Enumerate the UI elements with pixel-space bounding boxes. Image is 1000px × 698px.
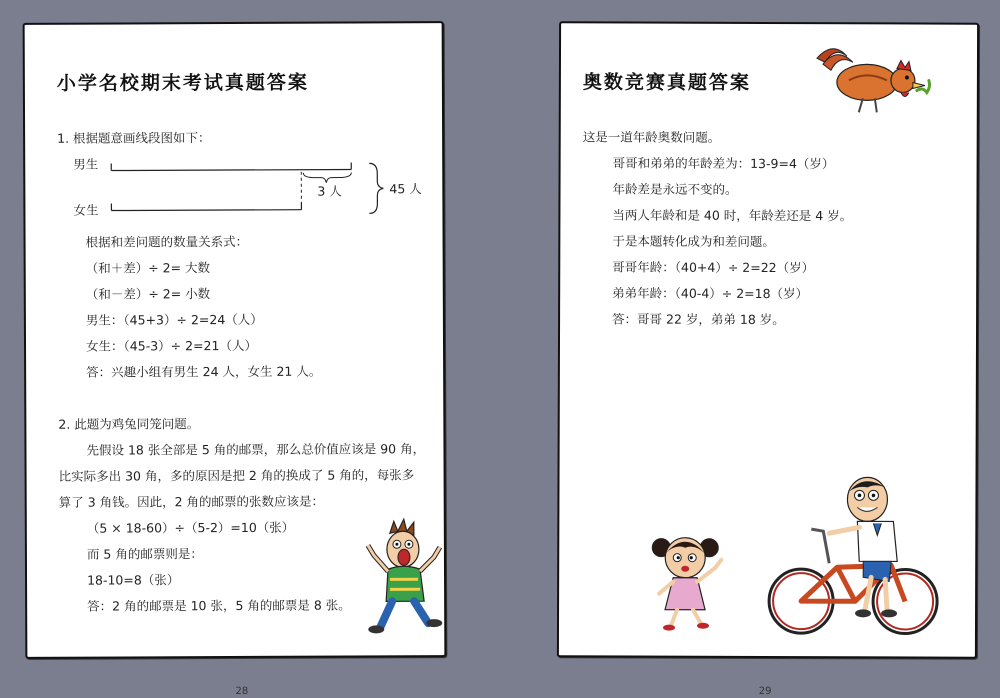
q2-line-1: （5 × 18-60）÷（5-2）=10（张） [87, 518, 295, 537]
right-line-6: 弟弟年龄：（40-4）÷ 2=18（岁） [612, 283, 808, 302]
q1-line-5: 女生：（45-3）÷ 2=21（人） [86, 336, 257, 355]
right-page-number: 29 [759, 686, 772, 697]
q2-para-line-2: 比实际多出 30 角，多的原因是把 2 角的换成了 5 角的，每张多 [59, 465, 415, 485]
right-line-3: 当两人年龄和是 40 时，年龄差还是 4 岁。 [612, 205, 852, 224]
right-line-2: 年龄差是永远不变的。 [612, 179, 737, 197]
left-page-number: 28 [236, 686, 249, 697]
q2-heading: 2. 此题为鸡兔同笼问题。 [58, 414, 199, 433]
q1-heading: 1. 根据题意画线段图如下： [57, 128, 210, 147]
right-line-7: 答：哥哥 22 岁，弟弟 18 岁。 [612, 309, 785, 328]
right-intro: 这是一道年龄奥数问题。 [583, 127, 721, 145]
cartoon-boy-illustration [362, 519, 453, 639]
left-page [23, 21, 447, 659]
diagram-boys-label: 男生 [73, 155, 98, 173]
diagram-total-label: 45 人 [389, 179, 421, 197]
q2-line-3: 18-10=8（张） [87, 570, 179, 588]
q2-para-line-3: 算了 3 角钱。因此，2 角的邮票的张数应该是： [59, 492, 324, 511]
q1-line-3: （和－差）÷ 2= 小数 [86, 284, 210, 303]
q1-line-4: 男生：（45+3）÷ 2=24（人） [86, 310, 263, 329]
q2-para-line-1: 先假设 18 张全部是 5 角的邮票，那么总价值应该是 90 角， [86, 439, 425, 458]
q2-line-2: 而 5 角的邮票则是： [87, 544, 203, 563]
cartoon-girl-illustration [645, 524, 735, 634]
q1-line-6: 答：兴趣小组有男生 24 人，女生 21 人。 [86, 362, 321, 381]
right-line-5: 哥哥年龄：（40+4）÷ 2=22（岁） [612, 257, 814, 276]
diagram-diff-label: 3 人 [317, 182, 342, 200]
right-line-4: 于是本题转化成为和差问题。 [612, 231, 775, 250]
q1-line-2: （和＋差）÷ 2= 大数 [86, 258, 210, 277]
q1-line-1: 根据和差问题的数量关系式： [86, 232, 249, 251]
right-line-1: 哥哥和弟弟的年龄差为：13-9=4（岁） [613, 153, 835, 172]
right-page [557, 21, 979, 658]
left-page-title: 小学名校期末考试真题答案 [57, 68, 309, 96]
boy-on-bicycle-illustration [759, 469, 950, 640]
q2-line-4: 答：2 角的邮票是 10 张，5 角的邮票是 8 张。 [87, 595, 351, 614]
diagram-girls-label: 女生 [73, 201, 98, 219]
right-page-title: 奥数竞赛真题答案 [583, 67, 751, 95]
rooster-illustration [813, 40, 933, 120]
